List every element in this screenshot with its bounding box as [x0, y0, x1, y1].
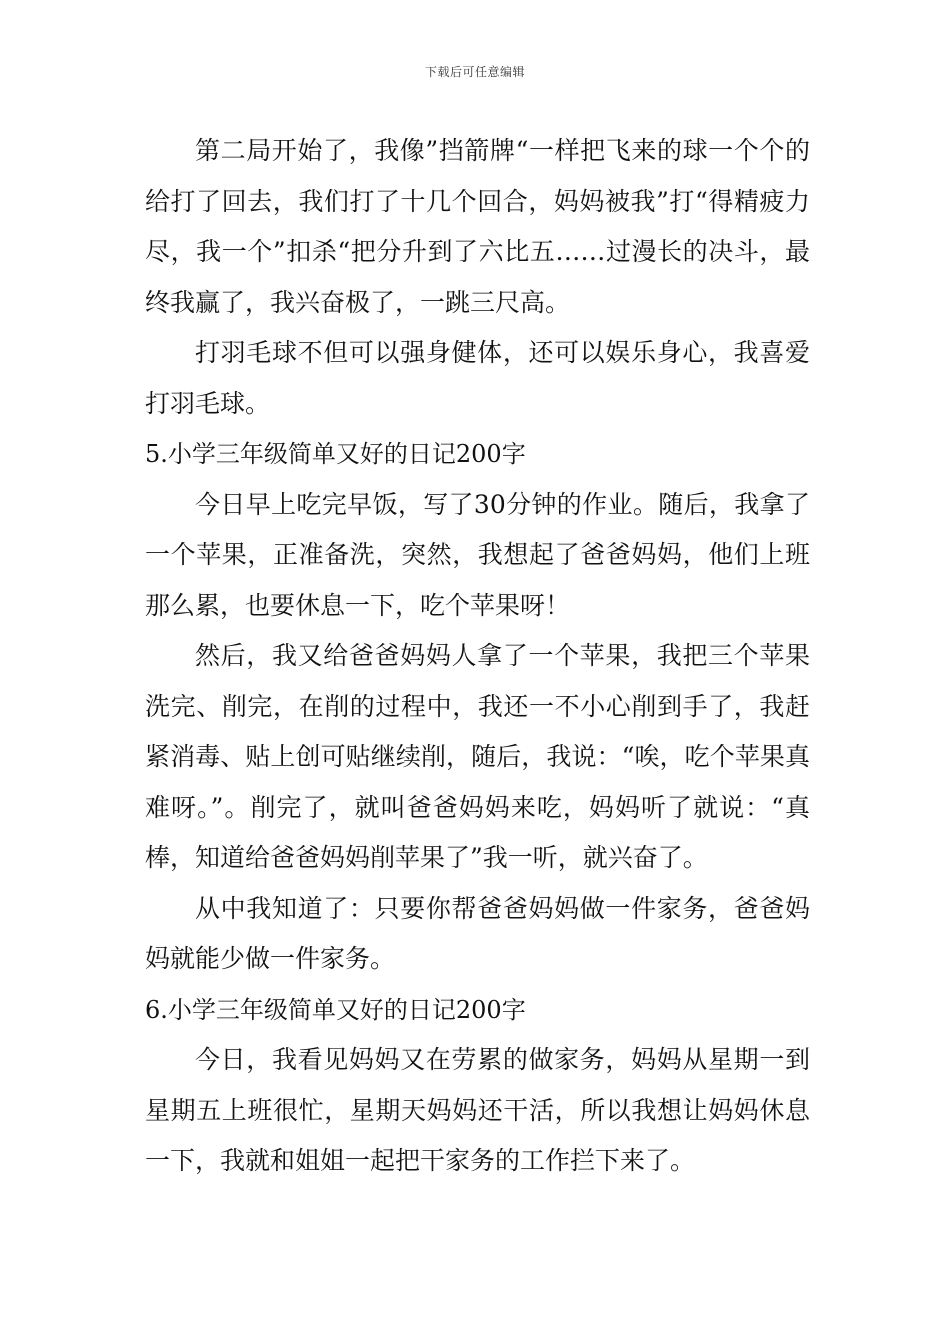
paragraph-apple-morning: 今日早上吃完早饭，写了30分钟的作业。随后，我拿了一个苹果，正准备洗，突然，我想起了爸爸妈妈，他们上班那么累，也要休息一下，吃个苹果呀！	[145, 489, 810, 620]
paragraph-apple-lesson: 从中我知道了：只要你帮爸爸妈妈做一件家务，爸爸妈妈就能少做一件家务。	[145, 893, 810, 973]
document-body	[145, 126, 810, 1187]
section-heading-5: 5.小学三年级简单又好的日记200字	[145, 440, 526, 468]
page-header: 下载后可任意编辑	[424, 65, 525, 79]
paragraph-housework: 今日，我看见妈妈又在劳累的做家务，妈妈从星期一到星期五上班很忙，星期天妈妈还干活，所以我想让妈妈休息一下，我就和姐姐一起把干家务的工作拦下来了。	[145, 1045, 810, 1175]
paragraph-badminton-game: 第二局开始了，我像”挡箭牌“一样把飞来的球一个个的给打了回去，我们打了十几个回合，妈妈被我”打“得精疲力尽，我一个”扣杀“把分升到了六比五……过漫长的决斗，最终我赢了，我兴奋极了，一跳三尺高。	[145, 136, 810, 317]
paragraph-badminton-conclusion: 打羽毛球不但可以强身健体，还可以娱乐身心，我喜爱打羽毛球。	[145, 338, 810, 418]
paragraph-apple-peeling: 然后，我又给爸爸妈妈人拿了一个苹果，我把三个苹果洗完、削完，在削的过程中，我还一不小心削到手了，我赶紧消毒、贴上创可贴继续削，随后，我说：“唉，吃个苹果真难呀。”。削完了，就叫爸爸妈妈来吃，妈妈听了就说：“真棒，知道给爸爸妈妈削苹果了”我一听，就兴奋了。	[145, 641, 810, 872]
section-heading-6: 6.小学三年级简单又好的日记200字	[145, 995, 526, 1024]
